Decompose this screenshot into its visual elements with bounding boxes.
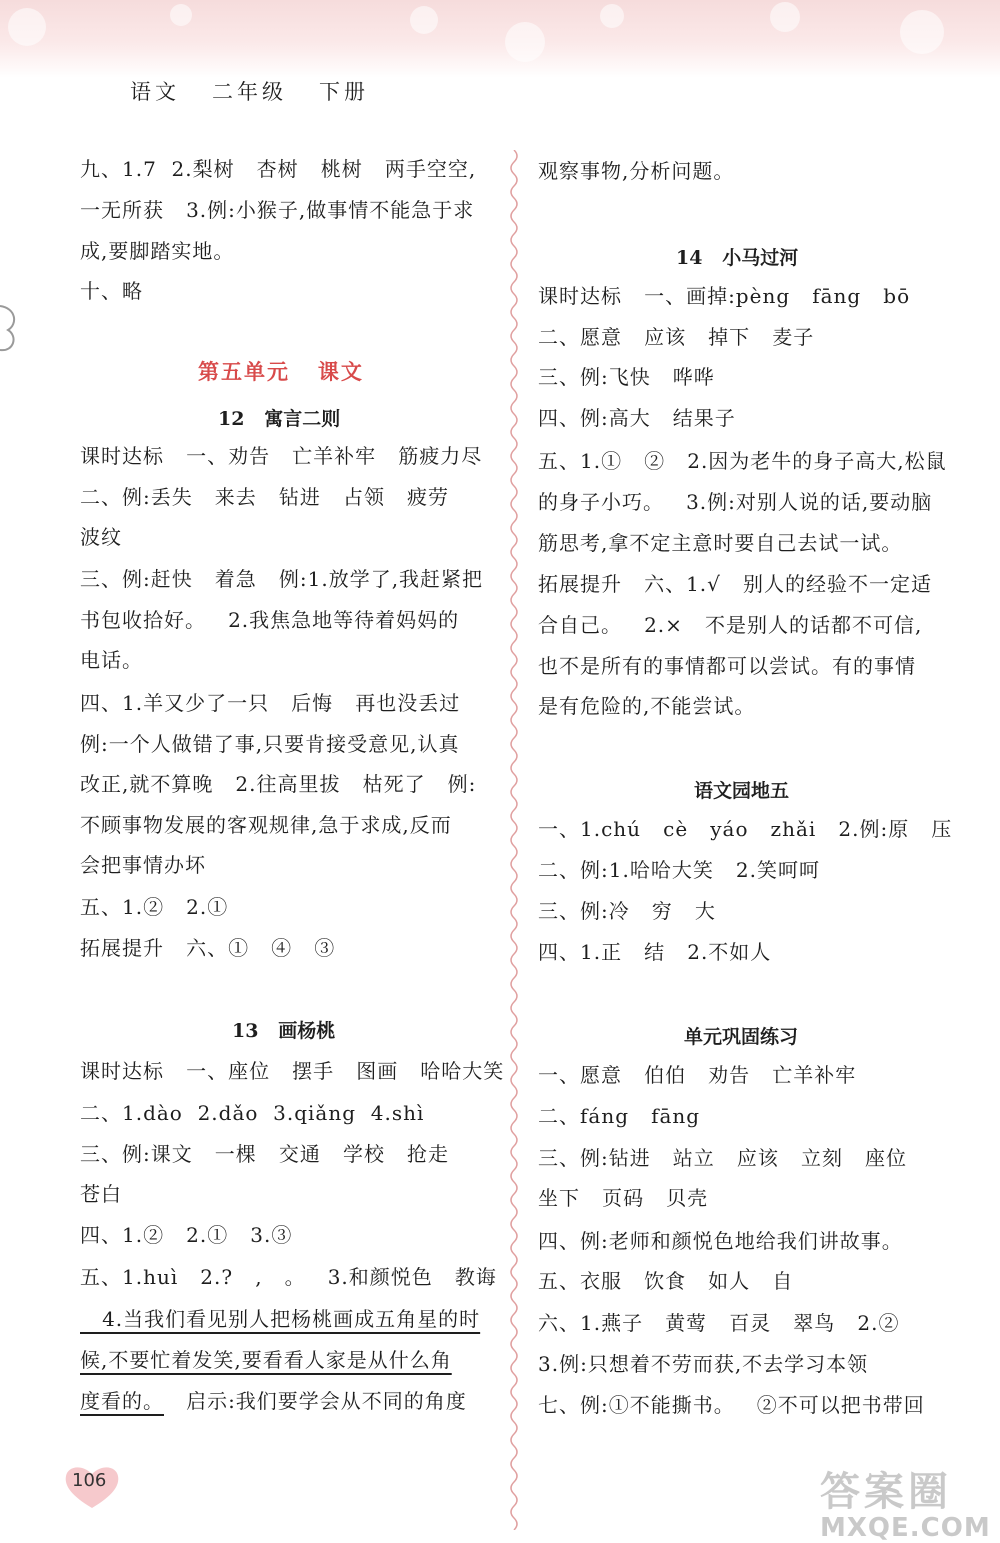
watermark-url: MXQE.COM <box>820 1513 991 1543</box>
answer-line: 四、1.羊又少了一只 后悔 再也没丢过 <box>80 691 461 715</box>
column-divider <box>506 150 522 1530</box>
answer-line: 是有危险的,不能尝试。 <box>538 694 756 718</box>
answer-line: 四、例:高大 结果子 <box>538 406 736 430</box>
section-title: 单元巩固练习 <box>684 1026 799 1048</box>
answer-line: 五、衣服 饮食 如人 自 <box>538 1269 794 1293</box>
watermark-logo: 答案圈 <box>820 1469 952 1515</box>
answer-line: 三、例:飞快 哗哗 <box>538 365 715 389</box>
answer-line: 三、例:钻进 站立 应该 立刻 座位 <box>538 1146 908 1170</box>
answer-line: 也不是所有的事情都可以尝试。有的事情 <box>538 654 916 678</box>
answer-line: 一无所获 3.例:小猴子,做事情不能急于求 <box>80 198 475 222</box>
answer-line: 电话。 <box>80 648 143 672</box>
answer-line: 一、愿意 伯伯 劝告 亡羊补牢 <box>538 1063 857 1087</box>
answer-line: 二、愿意 应该 掉下 麦子 <box>538 325 815 349</box>
answer-line: 四、例:老师和颜悦色地给我们讲故事。 <box>538 1229 903 1253</box>
answer-line: 波纹 <box>80 525 122 549</box>
lesson-title: 14 小马过河 <box>676 247 799 269</box>
lesson-title: 12 寓言二则 <box>218 408 341 430</box>
lesson-title: 13 画杨桃 <box>232 1020 336 1042</box>
watermark <box>820 1460 991 1543</box>
header-band <box>0 0 1000 78</box>
section-title: 语文园地五 <box>694 780 790 802</box>
answer-line: 坐下 页码 贝壳 <box>538 1186 709 1210</box>
answer-line: 观察事物,分析问题。 <box>538 159 735 183</box>
answer-line: 四、1.② 2.① 3.③ <box>80 1223 293 1247</box>
answer-line: 筋思考,拿不定主意时要自己去试一试。 <box>538 531 903 555</box>
answer-line-mixed <box>80 1388 467 1414</box>
handwritten-answer-line: 候,不要忙着发笑,要看看人家是从什么角 <box>80 1348 452 1372</box>
decor-bubble <box>600 4 624 28</box>
answer-line: 三、例:赶快 着急 例:1.放学了,我赶紧把 <box>80 567 484 591</box>
answer-line: 二、1.dào 2.dǎo 3.qiǎng 4.shì <box>80 1101 425 1125</box>
answer-line: 二、fáng fāng <box>538 1104 701 1128</box>
answer-line: 五、1.② 2.① <box>80 895 229 919</box>
answer-line: 拓展提升 六、1.√ 别人的经验不一定适 <box>538 572 932 596</box>
answer-line: 一、1.chú cè yáo zhǎi 2.例:原 压 <box>538 817 953 841</box>
page-edge-decoration <box>0 298 22 358</box>
answer-line: 五、1.huì 2.? , 。 3.和颜悦色 教诲 <box>80 1265 497 1289</box>
decor-bubble <box>170 4 192 26</box>
answer-line: 四、1.正 结 2.不如人 <box>538 940 772 964</box>
unit-heading: 第五单元 课文 <box>198 359 364 384</box>
decor-bubble <box>770 2 800 32</box>
decor-bubble <box>8 8 46 46</box>
answer-line: 3.例:只想着不劳而获,不去学习本领 <box>538 1352 869 1376</box>
answer-line: 二、例:1.哈哈大笑 2.笑呵呵 <box>538 858 820 882</box>
answer-line: 三、例:冷 穷 大 <box>538 899 716 923</box>
answer-line: 成,要脚踏实地。 <box>80 239 235 263</box>
answer-line: 五、1.① ② 2.因为老牛的身子高大,松鼠 <box>538 449 947 473</box>
answer-line: 合自己。 2.× 不是别人的话都不可信, <box>538 613 923 637</box>
answer-line: 七、例:①不能撕书。 ②不可以把书带回 <box>538 1393 925 1417</box>
answer-line: 课时达标 一、画掉:pèng fāng bō <box>538 284 911 308</box>
answer-line: 课时达标 一、座位 摆手 图画 哈哈大笑 <box>80 1059 505 1083</box>
answer-line: 会把事情办坏 <box>80 853 206 877</box>
header-title: 语文 二年级 下册 <box>130 80 370 104</box>
answer-line: 六、1.燕子 黄莺 百灵 翠鸟 2.② <box>538 1311 900 1335</box>
decor-bubble <box>410 6 438 34</box>
answer-line: 不顾事物发展的客观规律,急于求成,反而 <box>80 813 452 837</box>
answer-line: 苍白 <box>80 1182 122 1206</box>
underlined-segment: 度看的。 <box>80 1389 164 1413</box>
plain-segment: 启示:我们要学会从不同的角度 <box>164 1389 467 1413</box>
handwritten-answer-line: 4.当我们看见别人把杨桃画成五角星的时 <box>80 1307 481 1331</box>
answer-line: 二、例:丢失 来去 钻进 占领 疲劳 <box>80 485 450 509</box>
answer-line: 十、略 <box>80 279 143 303</box>
answer-line: 书包收拾好。 2.我焦急地等待着妈妈的 <box>80 608 460 632</box>
answer-line: 改正,就不算晚 2.往高里拔 枯死了 例: <box>80 772 477 796</box>
answer-line: 拓展提升 六、① ④ ③ <box>80 936 336 960</box>
page-number: 106 <box>72 1470 107 1491</box>
decor-bubble <box>505 22 545 62</box>
answer-line: 九、1.7 2.梨树 杏树 桃树 两手空空, <box>80 157 477 181</box>
answer-line: 课时达标 一、劝告 亡羊补牢 筋疲力尽 <box>80 444 483 468</box>
answer-line: 三、例:课文 一棵 交通 学校 抢走 <box>80 1142 450 1166</box>
decor-bubble <box>900 10 944 54</box>
answer-line: 的身子小巧。 3.例:对别人说的话,要动脑 <box>538 490 933 514</box>
answer-line: 例:一个人做错了事,只要肯接受意见,认真 <box>80 732 460 756</box>
